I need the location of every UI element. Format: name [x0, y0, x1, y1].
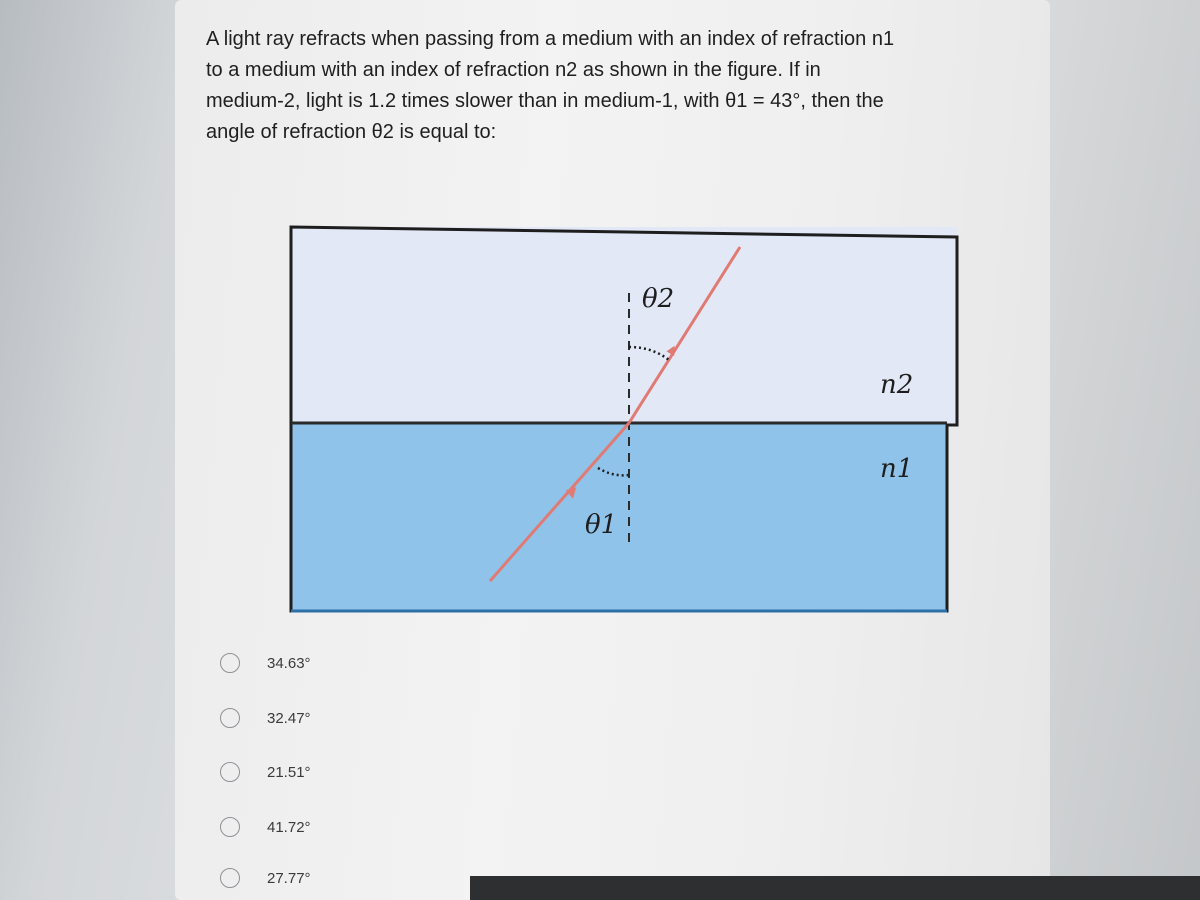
radio-button[interactable] — [220, 708, 240, 728]
question-text — [206, 24, 1006, 148]
medium-2-region — [291, 227, 957, 423]
answer-option[interactable] — [220, 863, 311, 893]
answer-label: 32.47° — [267, 709, 311, 727]
question-line: to a medium with an index of refraction n2 as shown in the figure. If in — [206, 59, 821, 81]
question-line: angle of refraction θ2 is equal to: — [206, 121, 497, 143]
medium-1-region — [291, 423, 947, 611]
answer-label: 27.77° — [267, 869, 311, 887]
theta2-label: θ2 — [642, 284, 675, 314]
answer-option[interactable] — [220, 648, 311, 678]
question-line: A light ray refracts when passing from a medium with an index of refraction n1 — [206, 28, 895, 50]
answer-label: 34.63° — [267, 654, 311, 672]
answer-option[interactable] — [220, 703, 311, 733]
n2-label: n2 — [880, 370, 914, 400]
answer-label: 41.72° — [267, 818, 311, 836]
question-line: medium-2, light is 1.2 times slower than in medium-1, with θ1 = 43°, then the — [206, 90, 884, 112]
radio-button[interactable] — [220, 817, 240, 837]
radio-button[interactable] — [220, 868, 240, 888]
refraction-figure — [280, 215, 970, 625]
bottom-bar — [470, 876, 1200, 900]
n1-label: n1 — [880, 454, 914, 484]
theta1-label: θ1 — [585, 510, 618, 540]
radio-button[interactable] — [220, 653, 240, 673]
answer-option[interactable] — [220, 757, 311, 787]
answer-option[interactable] — [220, 812, 311, 842]
answer-label: 21.51° — [267, 763, 311, 781]
radio-button[interactable] — [220, 762, 240, 782]
